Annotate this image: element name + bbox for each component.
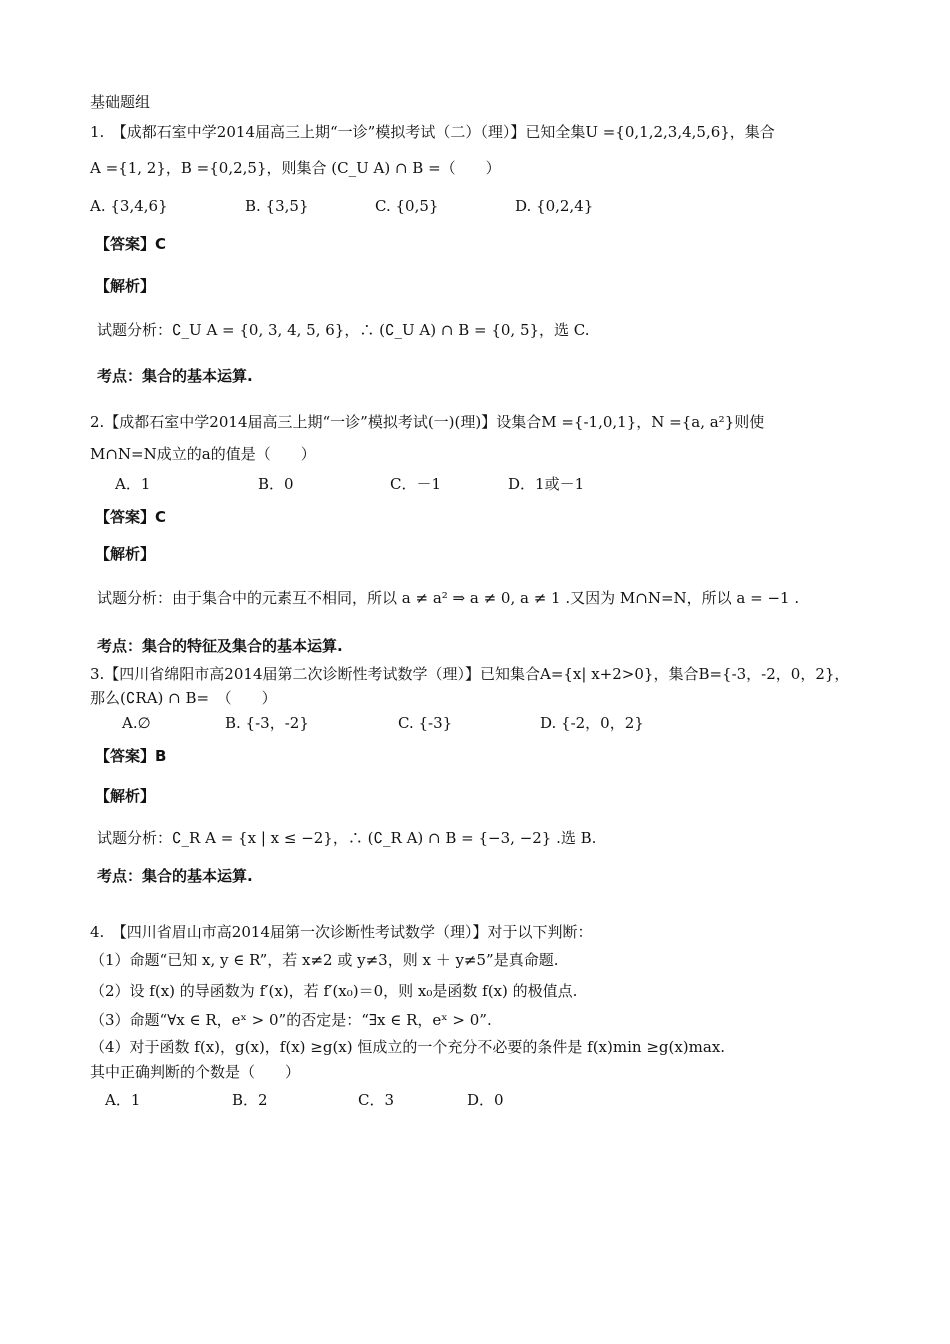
question-2-stem: 2.【成都石室中学2014届高三上期“一诊”模拟考试(一)(理)】设集合M ={-1,0,1}，N ={a, a²}则使 xyxy=(90,413,765,431)
question-3-stem-cont: 那么(∁RA) ∩ B= （ ） xyxy=(90,689,277,707)
question-1-option-a: A. {3,4,6} xyxy=(90,197,168,215)
question-1-stem-cont: A ={1, 2}，B ={0,2,5}，则集合 (C_U A) ∩ B =（ ） xyxy=(90,159,501,177)
question-3-option-a: A.∅ xyxy=(122,714,151,732)
question-3-analysis: 试题分析：∁_R A = {x | x ≤ −2}，∴ (∁_R A) ∩ B = {−3, −2} .选 B. xyxy=(97,829,597,847)
question-3-stem: 3.【四川省绵阳市高2014届第二次诊断性考试数学（理）】已知集合A={x| x+2>0}，集合B={-3，-2，0，2}， xyxy=(90,665,850,683)
question-4-option-a: A．1 xyxy=(105,1091,141,1109)
question-1-option-c: C. {0,5} xyxy=(375,197,439,215)
question-4-question: 其中正确判断的个数是（ ） xyxy=(90,1063,301,1081)
question-2-analysis-label: 【解析】 xyxy=(95,545,156,563)
question-1-option-d: D. {0,2,4} xyxy=(515,197,594,215)
section-title: 基础题组 xyxy=(90,93,151,111)
question-2-option-d: D．1或－1 xyxy=(508,475,585,493)
question-4-option-d: D．0 xyxy=(467,1091,504,1109)
question-2-point: 考点：集合的特征及集合的基本运算. xyxy=(97,637,343,655)
question-4-statement-4: （4）对于函数 f(x)，g(x)，f(x) ≥g(x) 恒成立的一个充分不必要的条件是 f(x)min ≥g(x)max. xyxy=(90,1038,726,1056)
question-1-analysis-label: 【解析】 xyxy=(95,277,156,295)
question-2-analysis: 试题分析：由于集合中的元素互不相同，所以 a ≠ a² ⇒ a ≠ 0, a ≠ 1 .又因为 M∩N=N，所以 a = −1 . xyxy=(97,589,800,607)
question-1-point: 考点：集合的基本运算. xyxy=(97,367,253,385)
question-4-statement-1: （1）命题“已知 x, y ∈ R”，若 x≠2 或 y≠3，则 x ＋ y≠5”是真命题. xyxy=(90,951,559,969)
question-2-answer: 【答案】C xyxy=(95,508,167,526)
question-2-option-c: C．－1 xyxy=(390,475,442,493)
question-4-statement-3: （3）命题“∀x ∈ R，eˣ > 0”的否定是：“∃x ∈ R，eˣ > 0”. xyxy=(90,1011,492,1029)
question-3-option-d: D. {-2，0，2} xyxy=(540,714,644,732)
question-3-answer: 【答案】B xyxy=(95,747,167,765)
question-4-stem: 4. 【四川省眉山市高2014届第一次诊断性考试数学（理）】对于以下判断： xyxy=(90,923,593,941)
question-4-option-c: C．3 xyxy=(358,1091,395,1109)
question-4-statement-2: （2）设 f(x) 的导函数为 f′(x)，若 f′(x₀)＝0，则 x₀是函数 f(x) 的极值点. xyxy=(90,982,578,1000)
question-3-option-c: C. {-3} xyxy=(398,714,453,732)
question-1-analysis: 试题分析：∁_U A = {0, 3, 4, 5, 6}，∴ (∁_U A) ∩ B = {0, 5}，选 C. xyxy=(97,321,590,339)
question-2-option-a: A．1 xyxy=(115,475,151,493)
question-2-option-b: B．0 xyxy=(258,475,294,493)
question-4-option-b: B．2 xyxy=(232,1091,268,1109)
question-3-option-b: B. {-3，-2} xyxy=(225,714,309,732)
question-1-answer: 【答案】C xyxy=(95,235,167,253)
question-2-stem-cont: M∩N=N成立的a的值是（ ） xyxy=(90,445,316,463)
question-3-point: 考点：集合的基本运算. xyxy=(97,867,253,885)
question-3-analysis-label: 【解析】 xyxy=(95,787,156,805)
question-1-option-b: B. {3,5} xyxy=(245,197,309,215)
question-1-stem: 1. 【成都石室中学2014届高三上期“一诊”模拟考试（二）（理）】已知全集U ={0,1,2,3,4,5,6}，集合 xyxy=(90,123,775,141)
